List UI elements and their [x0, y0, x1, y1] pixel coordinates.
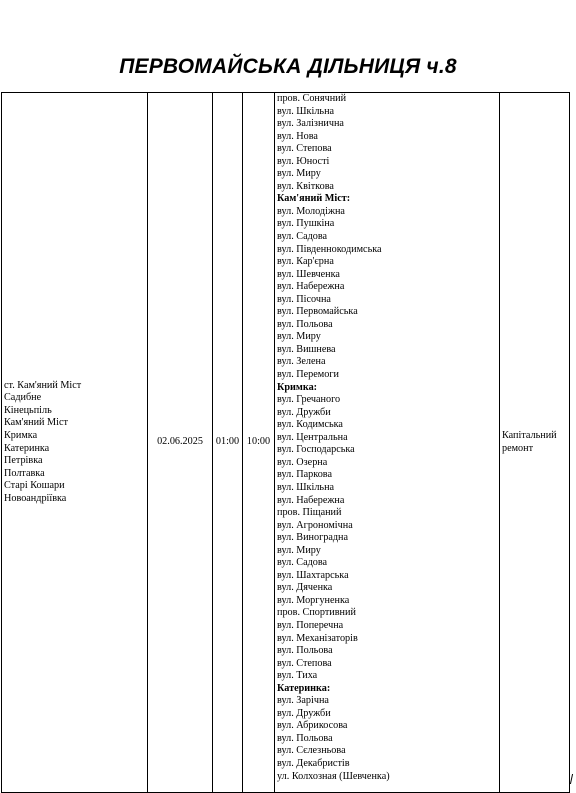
- street-item: вул. Кодимська: [277, 419, 343, 431]
- street-item: вул. Перемоги: [277, 369, 339, 381]
- street-item: вул. Миру: [277, 544, 321, 556]
- settlement-item: Петрівка: [4, 455, 43, 467]
- street-item: вул. Поперечна: [277, 619, 344, 631]
- reason-line: Капітальний: [502, 429, 557, 441]
- settlement-group-heading: Кримка:: [277, 381, 318, 393]
- street-item: вул. Степова: [277, 657, 332, 669]
- street-item: вул. Моргуненка: [277, 594, 350, 606]
- table-row: [2, 93, 570, 793]
- street-item: вул. Виноградна: [277, 532, 349, 544]
- street-item: вул. Польова: [277, 645, 333, 657]
- page-edge-mark: [570, 774, 574, 784]
- settlement-group-heading: Кам'яний Міст:: [277, 193, 351, 205]
- street-item: вул. Юності: [277, 155, 330, 167]
- street-item: вул. Набережна: [277, 494, 345, 506]
- street-item: вул. Шахтарська: [277, 569, 349, 581]
- street-item: вул. Квіткова: [277, 180, 334, 192]
- reason-text: [502, 430, 569, 455]
- street-item: вул. Пушкіна: [277, 218, 335, 230]
- time-to-cell: 10:00: [243, 93, 275, 793]
- settlements-list: [4, 380, 147, 505]
- street-item: вул. Шевченка: [277, 268, 340, 280]
- street-item: вул. Дружби: [277, 406, 331, 418]
- street-item: вул. Господарська: [277, 444, 355, 456]
- reason-line: ремонт: [502, 442, 534, 454]
- street-item: вул. Шкільна: [277, 105, 335, 117]
- street-item: вул. Механізаторів: [277, 632, 358, 644]
- street-item: вул. Агрономічна: [277, 519, 353, 531]
- street-item: вул. Центральна: [277, 431, 348, 443]
- street-item: вул. Польова: [277, 732, 333, 744]
- street-item: вул. Степова: [277, 143, 332, 155]
- street-item: вул. Миру: [277, 168, 321, 180]
- street-item: вул. Набережна: [277, 281, 345, 293]
- street-item: вул. Тиха: [277, 670, 318, 682]
- reason-cell: [500, 93, 570, 793]
- page-title: ПЕРВОМАЙСЬКА ДІЛЬНИЦЯ ч.8: [119, 55, 457, 78]
- settlement-group-heading: Катеринка:: [277, 682, 331, 694]
- settlements-cell: [2, 93, 148, 793]
- date-cell: 02.06.2025: [148, 93, 213, 793]
- street-item: вул. Дружби: [277, 707, 331, 719]
- street-item: вул. Абрикосова: [277, 720, 348, 732]
- time-from-cell: 01:00: [213, 93, 243, 793]
- street-item: вул. Паркова: [277, 469, 332, 481]
- street-item: вул. Вишнева: [277, 343, 336, 355]
- settlement-item: Новоандріївка: [4, 492, 67, 504]
- street-item: вул. Шкільна: [277, 481, 335, 493]
- street-item: вул. Залізнична: [277, 118, 344, 130]
- street-item: вул. Зарічна: [277, 695, 329, 707]
- settlement-item: Катеринка: [4, 442, 50, 454]
- street-item: вул. Сєлезньова: [277, 745, 346, 757]
- street-item: вул. Гречаного: [277, 394, 341, 406]
- street-item: вул. Озерна: [277, 456, 328, 468]
- settlement-item: Полтавка: [4, 467, 45, 479]
- streets-cell: [275, 93, 500, 793]
- street-item: вул. Польова: [277, 318, 333, 330]
- settlement-item: Старі Кошари: [4, 480, 65, 492]
- street-item: вул. Миру: [277, 331, 321, 343]
- settlement-item: Кримка: [4, 429, 38, 441]
- settlement-item: ст. Кам'яний Міст: [4, 379, 82, 391]
- street-item: пров. Піщаний: [277, 507, 342, 519]
- street-item: пров. Сонячний: [277, 93, 347, 104]
- street-item: вул. Первомайська: [277, 306, 358, 318]
- street-item: вул. Садова: [277, 557, 328, 569]
- settlement-item: Кам'яний Міст: [4, 417, 68, 429]
- settlement-item: Кінецьпіль: [4, 404, 52, 416]
- street-item: вул. Декабристів: [277, 757, 350, 769]
- street-item: вул. Молодіжна: [277, 205, 345, 217]
- outage-schedule-table: [1, 92, 570, 793]
- streets-list: [277, 93, 499, 783]
- street-item: вул. Садова: [277, 231, 328, 243]
- settlement-item: Садибне: [4, 392, 42, 404]
- street-item: вул. Кар'єрна: [277, 256, 334, 268]
- street-item: вул. Дяченка: [277, 582, 333, 594]
- street-item: вул. Пісочна: [277, 293, 331, 305]
- street-item: пров. Спортивний: [277, 607, 356, 619]
- street-item: вул. Нова: [277, 130, 318, 142]
- street-item: вул. Зелена: [277, 356, 326, 368]
- street-item: вул. Південнокодимська: [277, 243, 382, 255]
- street-item: ул. Колхозная (Шевченка): [277, 770, 390, 782]
